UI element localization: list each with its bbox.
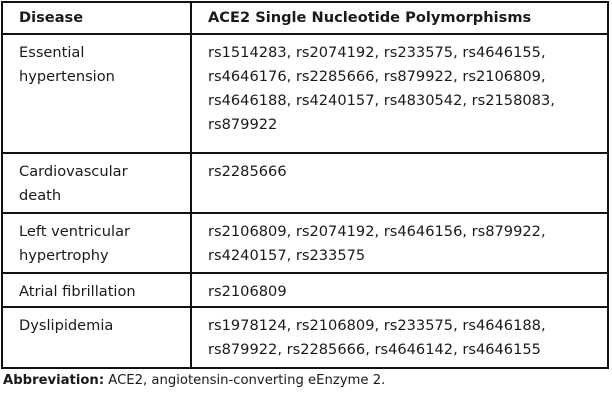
- disease-cell: [3, 153, 191, 213]
- disease-line: death: [19, 186, 62, 204]
- disease-line: Atrial fibrillation: [19, 283, 136, 301]
- header-snps: ACE2 Single Nucleotide Polymorphisms: [191, 3, 607, 34]
- disease-line: Left ventricular: [19, 222, 131, 240]
- abbreviation-footnote: [3, 372, 385, 390]
- snp-cell: [191, 273, 607, 306]
- table-row: [3, 213, 607, 273]
- table-header-row: [3, 3, 607, 34]
- snp-line: rs1514283, rs2074192, rs233575, rs4646155,: [208, 44, 546, 61]
- header-disease: Disease: [3, 3, 191, 34]
- disease-line: hypertension: [19, 68, 115, 85]
- snp-line: rs4646188, rs4240157, rs4830542, rs2158083,: [208, 92, 555, 109]
- snp-line: rs2106809: [208, 283, 287, 301]
- disease-cell: [3, 213, 191, 273]
- ace2-snp-table: [3, 3, 607, 367]
- snp-line: rs879922, rs2285666, rs4646142, rs4646155: [208, 340, 541, 358]
- snp-cell: [191, 153, 607, 213]
- disease-line: Cardiovascular: [19, 162, 128, 180]
- table-row: [3, 273, 607, 306]
- table-row: [3, 307, 607, 367]
- disease-line: Essential: [19, 44, 85, 61]
- snp-line: rs879922: [208, 116, 278, 133]
- disease-cell: [3, 34, 191, 153]
- snp-cell: [191, 307, 607, 367]
- snp-line: rs2106809, rs2074192, rs4646156, rs879922,: [208, 222, 546, 240]
- snp-line: rs1978124, rs2106809, rs233575, rs4646188,: [208, 316, 546, 334]
- disease-line: hypertrophy: [19, 246, 109, 264]
- snp-cell: [191, 213, 607, 273]
- disease-line: Dyslipidemia: [19, 316, 114, 334]
- table-row: [3, 34, 607, 153]
- footnote-text: ACE2, angiotensin-converting eEnzyme 2.: [104, 373, 386, 388]
- footnote-label: Abbreviation:: [3, 373, 105, 388]
- snp-table-frame: [1, 1, 609, 369]
- snp-line: rs2285666: [208, 162, 287, 180]
- snp-cell: [191, 34, 607, 153]
- disease-cell: [3, 273, 191, 306]
- table-body: [3, 34, 607, 367]
- snp-line: rs4646176, rs2285666, rs879922, rs2106809,: [208, 68, 546, 85]
- snp-line: rs4240157, rs233575: [208, 246, 366, 264]
- disease-cell: [3, 307, 191, 367]
- table-row: [3, 153, 607, 213]
